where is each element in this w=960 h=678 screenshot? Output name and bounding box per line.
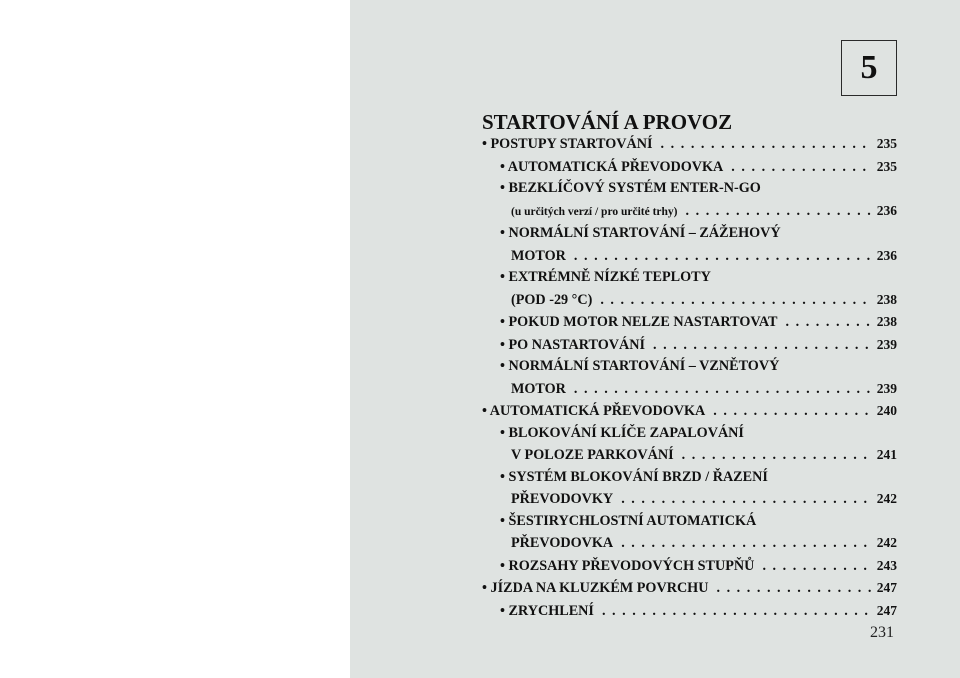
toc-entry-title: • BLOKOVÁNÍ KLÍČE ZAPALOVÁNÍ <box>500 424 744 441</box>
dot-leader <box>708 578 872 600</box>
dot-leader <box>592 290 872 312</box>
dot-leader <box>653 134 873 156</box>
toc-entry[interactable] <box>482 133 897 156</box>
toc-page-number: 236 <box>876 247 897 263</box>
toc-entry-title-continuation: PŘEVODOVKY <box>511 491 614 507</box>
toc-page-number: 242 <box>876 535 897 550</box>
toc-page-number: 239 <box>876 380 897 396</box>
toc-entry-title: • JÍZDA NA KLUZKÉM POVRCHU <box>482 580 709 596</box>
toc-entry-title-continuation: (u určitých verzí / pro určité trhy) <box>511 205 678 218</box>
toc-entry[interactable] <box>482 400 897 423</box>
toc-page-number: 238 <box>876 291 897 307</box>
page-number: 231 <box>870 624 894 641</box>
toc-page-number: 238 <box>876 314 897 329</box>
toc-entry-title: • PO NASTARTOVÁNÍ <box>500 336 646 353</box>
toc-page-number: 247 <box>876 580 897 595</box>
toc-entry[interactable] <box>482 267 897 311</box>
dot-leader <box>754 556 872 578</box>
toc-page-number: 236 <box>876 202 897 218</box>
toc-entry[interactable] <box>482 511 897 555</box>
toc-entry-title: • AUTOMATICKÁ PŘEVODOVKA <box>482 403 706 419</box>
toc-entry[interactable] <box>482 577 897 600</box>
toc-entry-title-continuation: MOTOR <box>511 380 566 397</box>
toc-entry[interactable] <box>482 356 897 400</box>
toc-page-number: 235 <box>876 136 897 151</box>
dot-leader <box>705 401 872 423</box>
toc-page-number: 242 <box>876 491 897 506</box>
section-title: STARTOVÁNÍ A PROVOZ <box>482 110 733 134</box>
toc-page-number: 247 <box>876 602 897 618</box>
dot-leader <box>594 601 873 623</box>
toc-entry[interactable] <box>482 555 897 578</box>
toc-entry-title-continuation: (POD -29 °C) <box>511 291 593 308</box>
toc-entry-title-continuation: MOTOR <box>511 247 566 264</box>
toc-entry-title: • ZRYCHLENÍ <box>500 602 594 619</box>
toc-entry[interactable] <box>482 178 897 223</box>
toc-entry[interactable] <box>482 223 897 267</box>
toc-page-number: 240 <box>876 403 897 418</box>
chapter-number-box <box>841 40 897 96</box>
chapter-number: 5 <box>860 49 878 86</box>
toc-entry[interactable] <box>482 311 897 334</box>
dot-leader <box>778 312 873 334</box>
dot-leader <box>566 379 873 401</box>
toc-entry-title: • POKUD MOTOR NELZE NASTARTOVAT <box>500 314 778 330</box>
toc-page-number: 235 <box>876 158 897 174</box>
dot-leader <box>674 445 873 467</box>
toc-entry[interactable] <box>482 156 897 179</box>
toc-entry-title: • EXTRÉMNĚ NÍZKÉ TEPLOTY <box>500 269 711 285</box>
dot-leader <box>723 157 872 179</box>
dot-leader <box>566 246 873 268</box>
toc-entry[interactable] <box>482 334 897 357</box>
toc-entry[interactable] <box>482 467 897 511</box>
toc-entry-title: • ROZSAHY PŘEVODOVÝCH STUPŇŮ <box>500 557 755 574</box>
toc-entry-title: • NORMÁLNÍ STARTOVÁNÍ – VZNĚTOVÝ <box>500 358 780 374</box>
dot-leader <box>613 533 873 555</box>
toc-page-number: 243 <box>876 557 897 573</box>
toc-entry-title: • SYSTÉM BLOKOVÁNÍ BRZD / ŘAZENÍ <box>500 468 768 485</box>
toc-entry-title: • NORMÁLNÍ STARTOVÁNÍ – ZÁŽEHOVÝ <box>500 225 781 241</box>
toc-entry-title: • POSTUPY STARTOVÁNÍ <box>482 136 653 152</box>
toc-entry-title: • AUTOMATICKÁ PŘEVODOVKA <box>500 158 724 175</box>
dot-leader <box>613 489 873 511</box>
toc-entry-title: • BEZKLÍČOVÝ SYSTÉM ENTER-N-GO <box>500 180 761 196</box>
toc-entry-title: • ŠESTIRYCHLOSTNÍ AUTOMATICKÁ <box>500 512 757 529</box>
toc-entry-title-continuation: V POLOZE PARKOVÁNÍ <box>511 447 674 463</box>
toc-page-number: 241 <box>876 447 897 462</box>
dot-leader <box>678 201 873 223</box>
dot-leader <box>645 335 873 357</box>
toc-page-number: 239 <box>876 336 897 352</box>
toc-entry[interactable] <box>482 423 897 467</box>
table-of-contents <box>482 133 897 622</box>
toc-entry-title-continuation: PŘEVODOVKA <box>511 535 614 551</box>
toc-entry[interactable] <box>482 600 897 623</box>
